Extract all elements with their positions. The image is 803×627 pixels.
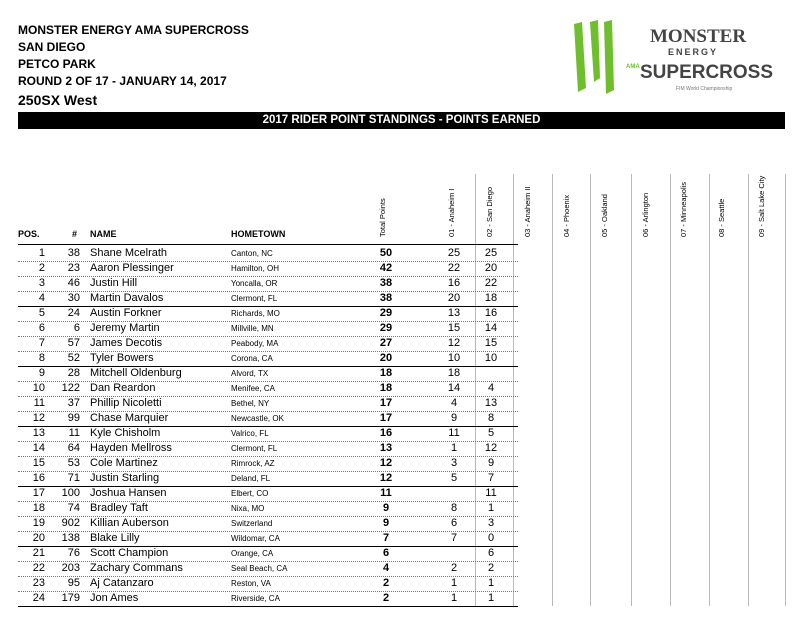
number-cell: 11 [68,427,80,439]
table-row [18,261,498,276]
total-points: 6 [382,547,390,559]
table-row [18,486,497,501]
rider-name: Justin Hill [90,277,138,289]
pos-cell: 14 [32,442,45,454]
round-1-points: 9 [450,412,458,424]
hometown-cell: Corona, CA [231,354,273,363]
total-points: 42 [379,262,393,274]
number-cell: 28 [67,367,80,379]
round-2-points: 2 [487,562,495,574]
number-cell: 71 [67,472,80,484]
column-divider [513,174,514,606]
pos-cell: 23 [32,577,45,589]
table-row [18,396,498,411]
number-cell: 64 [67,442,80,454]
pos-cell: 24 [32,592,45,604]
number-cell: 24 [67,307,80,319]
column-divider [785,174,786,606]
hometown-cell: Clermont, FL [231,444,278,453]
pos-cell: 16 [32,472,45,484]
total-points: 4 [382,562,390,574]
round-2-points: 1 [487,577,495,589]
rider-name: Joshua Hansen [90,487,167,499]
round-1-points: 6 [450,517,458,529]
hometown-cell: Valrico, FL [231,429,269,438]
round-1-points: 1 [450,442,458,454]
round-1-points: 15 [447,322,461,334]
round-2-points: 9 [487,457,495,469]
rider-name: Cole Martinez [90,457,158,469]
number-cell: 52 [67,352,80,364]
number-cell: 122 [61,382,80,394]
number-cell: 95 [67,577,80,589]
number-cell: 6 [73,322,80,334]
table-row [18,321,498,336]
round-2-points: 20 [484,262,498,274]
round-2-points: 15 [484,337,498,349]
round-1-points: 12 [447,337,461,349]
monster-claw-icon [574,20,614,94]
round-1-points: 3 [450,457,458,469]
total-points: 50 [379,247,393,259]
pos-cell: 7 [38,337,45,349]
table-row [18,246,498,261]
rider-name: Scott Champion [90,547,169,559]
round-2-points: 10 [484,352,498,364]
rider-name: Martin Davalos [90,292,164,304]
round-1-points: 7 [450,532,458,544]
table-row [18,336,498,351]
table-row [18,381,495,396]
total-points: 27 [379,337,393,349]
total-points: 11 [380,487,392,499]
round-2-points: 22 [484,277,498,289]
table-row [18,456,495,471]
round-2-points: 5 [487,427,495,439]
round-2-points: 8 [487,412,495,424]
rider-name: Dan Reardon [90,382,156,394]
number-cell: 57 [67,337,80,349]
hometown-cell: Newcastle, OK [231,414,284,423]
round-2-points: 13 [484,397,498,409]
number-cell: 203 [61,562,80,574]
number-cell: 46 [67,277,80,289]
number-cell: 30 [67,292,80,304]
hometown-cell: Seal Beach, CA [231,564,288,573]
round-2-points: 3 [487,517,495,529]
total-points: 9 [382,502,390,514]
table-row [18,411,495,426]
round-1-points: 25 [447,247,461,259]
total-points: 29 [379,322,393,334]
pos-cell: 5 [38,307,45,319]
round-2-points: 1 [487,592,495,604]
col-round-9: 09 - Salt Lake City [757,175,766,237]
round-2-points: 7 [487,472,495,484]
hometown-cell: Hamilton, OH [231,264,280,273]
col-num: # [72,229,78,239]
hometown-cell: Reston, VA [231,579,271,588]
logo-word-supercross: SUPERCROSS [640,62,774,83]
total-points: 12 [379,457,393,469]
round-2-points: 12 [484,442,498,454]
round-1-points: 22 [447,262,461,274]
round-1-points: 2 [450,562,458,574]
column-divider [670,174,671,606]
number-cell: 179 [61,592,80,604]
hometown-cell: Clermont, FL [231,294,278,303]
number-cell: 38 [67,247,80,259]
total-points: 18 [379,367,393,379]
round-2-points: 18 [484,292,498,304]
pos-cell: 6 [38,322,45,334]
pos-cell: 20 [32,532,45,544]
table-row [18,531,495,546]
pos-cell: 11 [33,397,45,409]
table-row [18,366,461,381]
total-points: 9 [382,517,390,529]
round-1-points: 11 [448,427,460,439]
round-2-points: 14 [484,322,498,334]
total-points: 38 [379,292,393,304]
hometown-cell: Yoncalla, OR [231,279,278,288]
column-divider [709,174,710,606]
table-row [18,501,495,516]
round-2-points: 25 [484,247,498,259]
hometown-cell: Riverside, CA [231,594,280,603]
table-row [18,471,495,486]
total-points: 20 [379,352,393,364]
col-round-1: 01 - Anaheim I [447,188,456,237]
rider-name: Mitchell Oldenburg [90,367,182,379]
pos-cell: 22 [32,562,45,574]
table-row [18,276,498,291]
col-total-points: Total Points [378,198,387,237]
rider-name: Killian Auberson [90,517,169,529]
total-points: 16 [379,427,393,439]
hometown-cell: Wildomar, CA [231,534,280,543]
pos-cell: 1 [38,247,45,259]
rider-name: Shane Mcelrath [90,247,168,259]
hometown-cell: Peabody, MA [231,339,279,348]
pos-cell: 8 [38,352,45,364]
standings-banner: 2017 RIDER POINT STANDINGS - POINTS EARNED [18,112,785,129]
round-1-points: 8 [450,502,458,514]
rider-name: Bradley Taft [90,502,148,514]
col-round-8: 08 - Seattle [717,198,726,237]
hometown-cell: Menifee, CA [231,384,276,393]
total-points: 17 [379,412,393,424]
venue: PETCO PARK [18,57,96,71]
table-row [18,351,498,366]
hometown-cell: Canton, NC [231,249,273,258]
hometown-cell: Nixa, MO [231,504,265,513]
rider-name: Jeremy Martin [90,322,160,334]
hometown-cell: Richards, MO [231,309,280,318]
col-round-4: 04 - Phoenix [562,194,571,237]
table-row [18,426,495,441]
number-cell: 74 [67,502,80,514]
pos-cell: 10 [32,382,45,394]
table-row [18,561,495,576]
round-1-points: 5 [450,472,458,484]
pos-cell: 2 [38,262,45,274]
pos-cell: 9 [38,367,45,379]
total-points: 29 [379,307,393,319]
column-divider [590,174,591,606]
total-points: 13 [379,442,393,454]
total-points: 2 [382,592,390,604]
round-1-points: 14 [447,382,461,394]
round-2-points: 6 [487,547,495,559]
col-round-7: 07 - Minneapolis [679,181,688,237]
class-name: 250SX West [18,92,98,108]
rider-name: Aj Catanzaro [90,577,154,589]
city: SAN DIEGO [18,40,86,54]
rider-name: Blake Lilly [90,532,140,544]
column-divider [631,174,632,606]
rider-name: Aaron Plessinger [90,262,174,274]
col-round-3: 03 - Anaheim II [523,186,532,237]
logo-tagline: FIM World Championship [676,86,733,92]
pos-cell: 18 [32,502,45,514]
table-row [18,516,495,531]
col-name: NAME [90,229,117,239]
round-2-points: 16 [484,307,498,319]
number-cell: 37 [67,397,80,409]
round-1-points: 10 [447,352,461,364]
rider-name: Justin Starling [90,472,160,484]
column-divider [475,174,476,606]
rider-name: Jon Ames [90,592,139,604]
logo-word-monster: MONSTER [650,26,747,47]
rider-name: Zachary Commans [90,562,183,574]
pos-cell: 13 [32,427,45,439]
rider-name: Kyle Chisholm [90,427,161,439]
number-cell: 53 [67,457,80,469]
rider-name: Phillip Nicoletti [90,397,162,409]
pos-cell: 17 [32,487,45,499]
hometown-cell: Rimrock, AZ [231,459,275,468]
table-row [18,546,495,561]
series-title: MONSTER ENERGY AMA SUPERCROSS [18,23,249,37]
rider-name: Tyler Bowers [90,352,154,364]
number-cell: 23 [67,262,80,274]
logo-word-energy: ENERGY [668,47,719,57]
number-cell: 138 [61,532,80,544]
hometown-cell: Bethel, NY [231,399,270,408]
pos-cell: 19 [32,517,45,529]
table-row [18,306,498,321]
round-1-points: 13 [447,307,461,319]
round-1-points: 18 [447,367,461,379]
hometown-cell: Deland, FL [231,474,271,483]
total-points: 38 [379,277,393,289]
pos-cell: 15 [32,457,45,469]
table-row [18,291,498,306]
column-divider [552,174,553,606]
col-round-5: 05 - Oakland [600,194,609,237]
rider-name: Chase Marquier [90,412,169,424]
total-points: 17 [379,397,393,409]
table-row [18,591,495,606]
total-points: 7 [382,532,390,544]
col-round-6: 06 - Arlington [641,192,650,237]
round-1-points: 16 [447,277,461,289]
number-cell: 99 [67,412,80,424]
number-cell: 100 [61,487,80,499]
total-points: 18 [379,382,393,394]
table-row [18,441,498,456]
pos-cell: 4 [38,292,45,304]
logo-word-ama: AMA [626,64,640,70]
col-round-2: 02 - San Diego [485,186,494,237]
round-2-points: 1 [487,502,495,514]
pos-cell: 12 [32,412,45,424]
round-1-points: 1 [450,577,458,589]
round-date: ROUND 2 OF 17 - JANUARY 14, 2017 [18,74,227,88]
total-points: 12 [379,472,393,484]
hometown-cell: Alvord, TX [231,369,269,378]
round-1-points: 20 [447,292,461,304]
rider-name: James Decotis [90,337,163,349]
hometown-cell: Orange, CA [231,549,274,558]
pos-cell: 21 [32,547,45,559]
number-cell: 76 [67,547,80,559]
column-divider [748,174,749,606]
col-hometown: HOMETOWN [231,229,286,239]
row-separator [18,606,518,607]
round-1-points: 4 [450,397,458,409]
hometown-cell: Elbert, CO [231,489,269,498]
table-row [18,576,495,591]
number-cell: 902 [61,517,80,529]
total-points: 2 [382,577,390,589]
header-rule [18,244,518,245]
hometown-cell: Millville, MN [231,324,274,333]
round-1-points: 1 [450,592,458,604]
col-pos: POS. [18,229,40,239]
hometown-cell: Switzerland [231,519,273,528]
rider-name: Austin Forkner [90,307,162,319]
round-2-points: 0 [487,532,495,544]
round-2-points: 11 [485,487,497,499]
round-2-points: 4 [487,382,495,394]
pos-cell: 3 [38,277,45,289]
rider-name: Hayden Mellross [90,442,172,454]
monster-supercross-logo [568,18,786,98]
